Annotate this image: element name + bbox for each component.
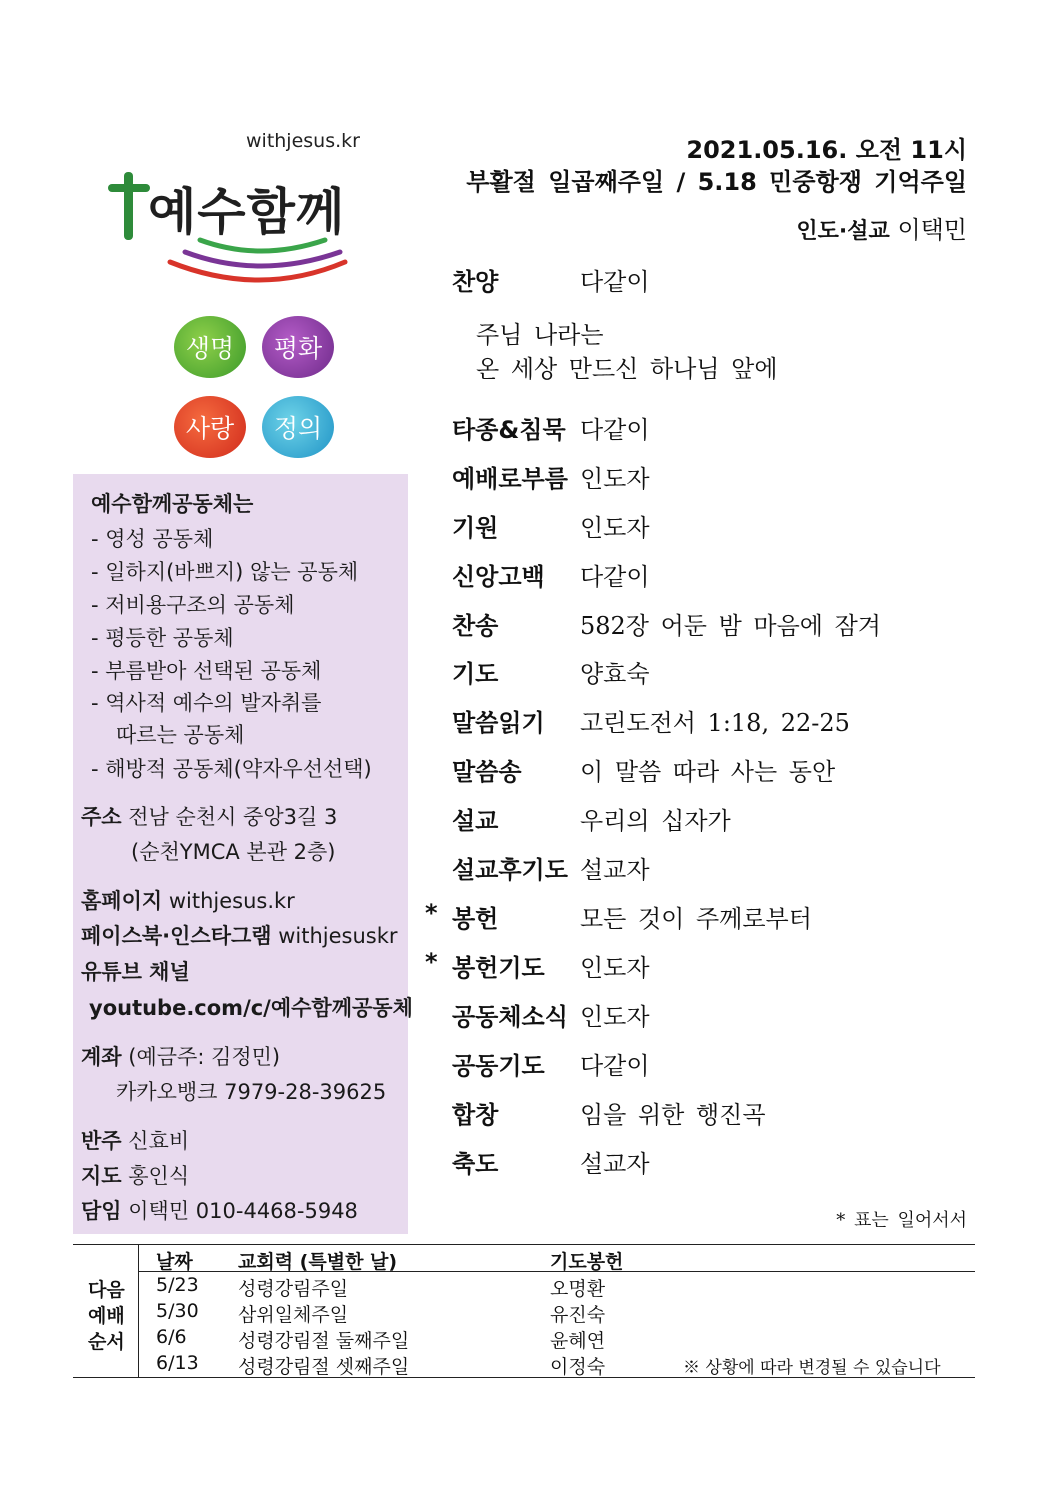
order-label: 예배로부름 — [452, 465, 568, 493]
order-value: 다같이 — [580, 268, 650, 296]
order-label: 기원 — [452, 514, 499, 542]
service-date: 2021.05.16. 오전 11시 — [686, 136, 967, 164]
side-label: 순서 — [88, 1331, 125, 1353]
order-value: 우리의 십자가 — [580, 807, 731, 835]
order-value: 설교자 — [580, 1150, 650, 1178]
account-number: 카카오뱅크 7979-28-39625 — [116, 1080, 387, 1104]
header-date: 날짜 — [156, 1251, 193, 1273]
header-prayer: 기도봉헌 — [550, 1251, 624, 1273]
standing-marker: * — [425, 948, 438, 976]
order-value: 모든 것이 주께로부터 — [580, 905, 812, 933]
youtube-label: 유튜브 채널 — [81, 960, 190, 984]
row-prayer: 오명환 — [550, 1278, 606, 1300]
order-label: 공동기도 — [452, 1052, 545, 1080]
order-value: 582장 어둔 밤 마음에 잠겨 — [580, 612, 881, 640]
order-value: 양효숙 — [580, 660, 650, 688]
pastor-contact: 이택민 010-4468-5948 — [128, 1199, 358, 1223]
community-item: - 해방적 공동체(약자우선선택) — [91, 757, 372, 781]
standing-marker: * — [425, 899, 438, 927]
pastor-label: 담임 — [81, 1199, 122, 1223]
logo-name: 예수함께 — [148, 183, 346, 241]
order-value: 인도자 — [580, 1003, 650, 1031]
order-label: 봉헌 — [452, 905, 499, 933]
liturgical-sunday: 부활절 일곱째주일 / 5.18 민중항쟁 기억주일 — [466, 168, 967, 196]
order-value: 다같이 — [580, 1052, 650, 1080]
row-date: 6/6 — [156, 1326, 187, 1348]
row-date: 5/23 — [156, 1274, 199, 1296]
value-life-badge: 생명 — [174, 316, 246, 378]
order-value: 이 말씀 따라 사는 동안 — [580, 758, 836, 786]
community-title: 예수함께공동체는 — [91, 492, 254, 516]
order-label: 봉헌기도 — [452, 954, 545, 982]
row-date: 5/30 — [156, 1300, 199, 1322]
address-line2: (순천YMCA 본관 2층) — [131, 840, 336, 864]
address-line1: 전남 순천시 중앙3길 3 — [128, 805, 338, 829]
order-value: 다같이 — [580, 563, 650, 591]
youtube-link[interactable]: youtube.com/c/예수함께공동체 — [89, 996, 413, 1020]
order-label: 찬송 — [452, 612, 499, 640]
row-calendar: 삼위일체주일 — [238, 1304, 349, 1326]
sns-link[interactable]: withjesuskr — [278, 924, 398, 948]
header-calendar: 교회력 (특별한 날) — [238, 1251, 398, 1273]
order-label: 설교후기도 — [452, 856, 568, 884]
order-label: 신앙고백 — [452, 563, 545, 591]
homepage-label: 홈페이지 — [81, 889, 163, 913]
account-label: 계좌 — [81, 1045, 122, 1069]
order-label: 타종&침묵 — [452, 416, 566, 444]
row-calendar: 성령강림절 둘째주일 — [238, 1330, 410, 1352]
leader-name: 이택민 — [897, 216, 967, 244]
community-item: 따르는 공동체 — [116, 723, 245, 747]
director-label: 지도 — [81, 1164, 122, 1188]
anthem-text — [476, 318, 778, 386]
order-value: 고린도전서 1:18, 22-25 — [580, 709, 850, 737]
order-label: 공동체소식 — [452, 1003, 568, 1031]
account-holder: (예금주: 김정민) — [128, 1045, 281, 1069]
row-prayer: 윤혜연 — [550, 1330, 606, 1352]
director-name: 홍인식 — [128, 1164, 190, 1188]
order-label: 합창 — [452, 1101, 499, 1129]
community-item: - 일하지(바쁘지) 않는 공동체 — [91, 560, 359, 584]
order-label: 설교 — [452, 807, 499, 835]
community-item: - 부름받아 선택된 공동체 — [91, 659, 322, 683]
order-value: 다같이 — [580, 416, 650, 444]
value-peace-badge: 평화 — [262, 316, 334, 378]
schedule-note: ※ 상황에 따라 변경될 수 있습니다 — [683, 1358, 941, 1378]
community-item: - 평등한 공동체 — [91, 626, 234, 650]
stand-note: * 표는 일어서서 — [836, 1210, 967, 1231]
community-info-box — [73, 474, 413, 1234]
row-calendar: 성령강림절 셋째주일 — [238, 1356, 410, 1378]
row-date: 6/13 — [156, 1352, 199, 1374]
anthem-line: 주님 나라는 — [476, 321, 604, 349]
next-worship-table — [73, 1244, 975, 1378]
order-value: 인도자 — [580, 954, 650, 982]
order-value: 임을 위한 행진곡 — [580, 1101, 766, 1129]
leader-line — [796, 210, 967, 245]
order-label: 찬양 — [452, 268, 499, 296]
side-label: 다음 — [88, 1279, 125, 1301]
row-prayer: 유진숙 — [550, 1304, 606, 1326]
order-label: 기도 — [452, 660, 499, 688]
leader-label: 인도·설교 — [796, 219, 890, 244]
site-url: withjesus.kr — [246, 130, 360, 152]
sns-label: 페이스북·인스타그램 — [81, 924, 272, 948]
community-item: - 영성 공동체 — [91, 527, 214, 551]
homepage-link[interactable]: withjesus.kr — [168, 889, 295, 913]
row-calendar: 성령강림주일 — [238, 1278, 349, 1300]
row-prayer: 이정숙 — [550, 1356, 606, 1378]
address-label: 주소 — [81, 805, 122, 829]
order-label: 말씀송 — [452, 758, 522, 786]
order-value: 인도자 — [580, 465, 650, 493]
order-value: 인도자 — [580, 514, 650, 542]
community-item: - 저비용구조의 공동체 — [91, 593, 295, 617]
community-item: - 역사적 예수의 발자취를 — [91, 691, 322, 715]
accompanist-name: 신효비 — [128, 1129, 190, 1153]
accompanist-label: 반주 — [81, 1129, 122, 1153]
anthem-line: 온 세상 만드신 하나님 앞에 — [476, 355, 778, 383]
order-label: 축도 — [452, 1150, 499, 1178]
order-value: 설교자 — [580, 856, 650, 884]
value-justice-badge: 정의 — [262, 396, 334, 458]
order-label: 말씀읽기 — [452, 709, 545, 737]
value-love-badge: 사랑 — [174, 396, 246, 458]
side-label: 예배 — [88, 1305, 125, 1327]
